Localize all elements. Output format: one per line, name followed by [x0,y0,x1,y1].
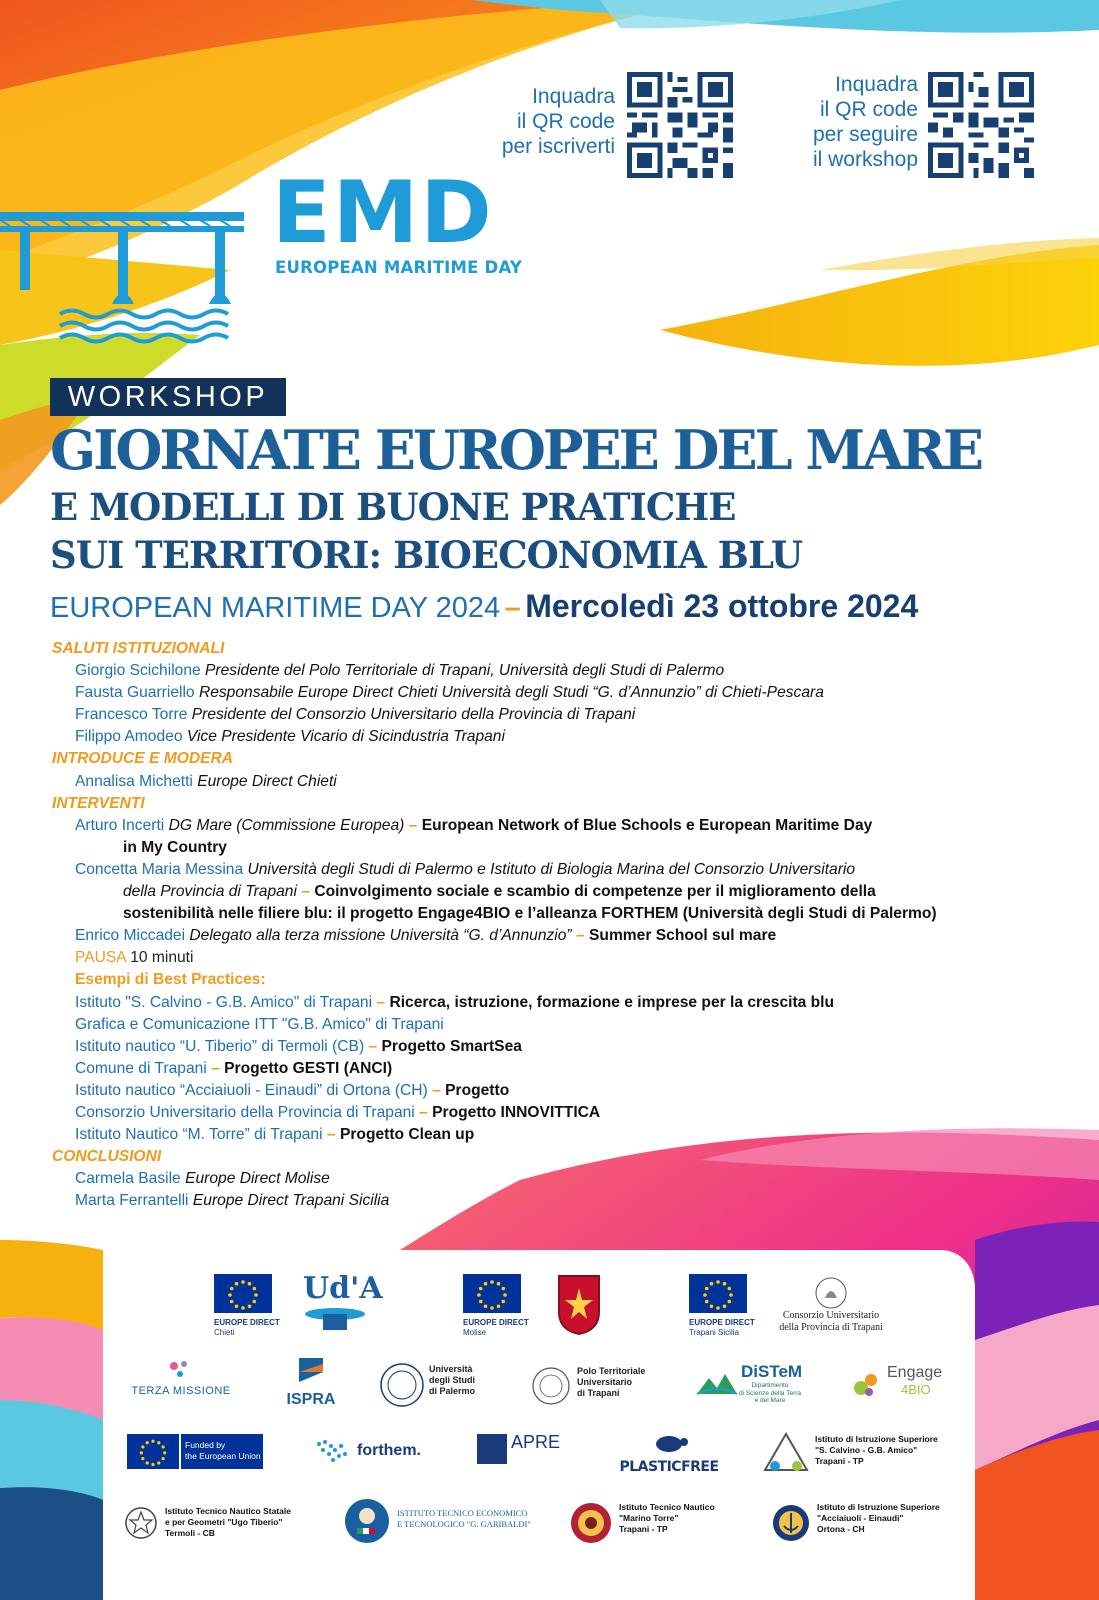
qr-follow-line: per seguire [812,123,918,146]
logo-caption: forthem. [357,1442,421,1459]
logo-caption: Istituto di Istruzione Superiore [815,1434,938,1444]
date-separator: – [504,592,521,624]
section-modera: INTRODUCE E MODERA [52,750,234,768]
qr-follow-line: Inquadra [835,73,918,96]
logo-caption: e del Mare [754,1397,786,1404]
logo-caption: EUROPE DIRECT [463,1318,529,1327]
list-item [52,660,1052,682]
speaker-role: Europe Direct Trapani Sicilia [192,1192,390,1210]
logo-caption: Polo Territoriale [577,1366,646,1376]
talk-topic: European Network of Blue Schools e European Maritime Day [421,816,873,834]
list-item [52,726,1052,748]
logo-caption: della Provincia di Trapani [779,1322,883,1333]
project-name: Progetto INNOVITTICA [432,1103,601,1121]
logo-caption: Istituto Tecnico Nautico Statale [165,1506,291,1516]
separator: – [211,1059,220,1077]
speaker-role: Vice Presidente Vicario di Sicindustria Trapani [186,728,505,746]
logo-caption: Università [429,1364,473,1374]
institute-name: Grafica e Comunicazione ITT "G.B. Amico" di Trapani [75,1015,444,1033]
list-item [52,1080,1052,1102]
list-item [52,1058,1052,1080]
project-name: Progetto [445,1081,510,1099]
qr-follow-text [790,72,918,172]
logo-caption: Trapani - TP [815,1456,864,1466]
logo-caption: Istituto Tecnico Nautico [619,1502,715,1512]
logo-caption: di Scienze della Terra [738,1389,802,1397]
talk-topic: Coinvolgimento sociale e scambio di competenze per il miglioramento della [314,883,876,901]
list-item-continuation [52,903,1052,925]
section-interventi: INTERVENTI [52,794,145,812]
eu-flag-icon [689,1274,747,1313]
funded-by-eu-logo [127,1434,267,1470]
event-name: EUROPEAN MARITIME DAY 2024 [50,592,501,624]
logo-caption: "Acciaiuoli - Einaudi" [817,1513,904,1523]
qr-code-register-icon[interactable] [627,72,733,178]
acciaiuoli-crest-icon [771,1502,811,1544]
section-saluti: SALUTI ISTITUZIONALI [52,640,225,657]
speaker-role: Presidente del Polo Territoriale di Trapani, Università degli Studi di Palermo [205,662,725,680]
speaker-name: Francesco Torre [75,706,188,724]
separator: – [326,1126,336,1144]
ispra-logo [283,1354,339,1409]
institute-name: Consorzio Universitario della Provincia di Trapani [75,1103,415,1121]
logo-caption: e per Geometri "Ugo Tiberio" [165,1517,283,1527]
calvino-crest-icon [761,1430,811,1474]
logo-caption: Molise [463,1328,487,1337]
speaker-role: DG Mare (Commissione Europea) [168,816,405,834]
event-date-line [50,588,918,625]
europe-direct-chieti-logo [214,1274,280,1338]
talk-topic: Summer School sul mare [589,927,777,945]
eu-flag-icon [127,1434,179,1469]
logo-caption: TERZA MISSIONE [131,1385,231,1397]
list-item [52,771,1052,793]
apre-square-icon [477,1434,507,1464]
logo-caption: di Trapani [577,1388,620,1398]
logo-caption: "S. Calvino - G.B. Amico" [815,1445,918,1455]
project-name: Progetto Clean up [339,1126,475,1144]
logo-caption: "Marino Torre" [619,1513,679,1523]
qr-code-follow-icon[interactable] [928,72,1034,178]
speaker-name: Concetta Maria Messina [75,860,244,878]
logo-caption: Termoli - CB [165,1528,215,1538]
list-item [52,1168,1052,1190]
engage-leaf-icon [851,1370,881,1400]
unipa-seal-icon [379,1362,425,1408]
institute-name: Istituto nautico “U. Tiberio” di Termoli (CB) [75,1037,365,1055]
institute-name: Istituto nautico “Acciaiuoli - Einaudi” di Ortona (CH) [75,1081,428,1099]
speaker-name: Carmela Basile [75,1170,181,1188]
qr-register-line: il QR code [516,110,615,133]
logo-caption: Trapani Sicilia [689,1328,739,1337]
pier-logo-icon [0,212,244,352]
list-item [52,992,1052,1014]
eu-flag-icon [214,1274,272,1313]
logo-caption: ISTITUTO TECNICO ECONOMICO [397,1508,528,1518]
separator: – [419,1103,428,1121]
logo-caption: Istituto di Istruzione Superiore [817,1502,940,1512]
speaker-role: Europe Direct Chieti [197,772,337,790]
separator: – [432,1081,441,1099]
logo-caption: Ortona - CH [817,1524,865,1534]
event-date: Mercoledì 23 ottobre 2024 [525,588,919,624]
qr-register-line: Inquadra [532,85,615,108]
qr-follow-line: il QR code [819,98,918,121]
program [52,638,1052,1212]
talk-topic: sostenibilità nelle filiere blu: il progetto Engage4BIO e l’alleanza FORTHEM (Università degli Studi di Palermo) [123,905,937,923]
separator: – [408,816,418,834]
logo-caption: the European Union [185,1451,261,1461]
plasticfree-logo [619,1432,719,1475]
section-best-practices: Esempi di Best Practices: [75,971,266,989]
section-conclusioni: CONCLUSIONI [52,1148,162,1166]
terza-dots-icon [166,1358,196,1380]
partner-logos-panel [103,1250,975,1600]
talk-topic: in My Country [123,838,227,856]
uda-mark: Ud'A [303,1271,383,1306]
logo-caption: EUROPE DIRECT [214,1318,280,1327]
logo-caption: DiSTeM [741,1362,803,1381]
institute-name: Comune di Trapani [75,1059,207,1077]
eu-flag-icon [463,1274,521,1313]
garibaldi-portrait-icon [343,1494,391,1548]
speaker-role: Europe Direct Molise [185,1170,330,1188]
pause-item [52,947,1052,969]
project-name: Progetto GESTI (ANCI) [224,1059,393,1077]
separator: – [376,993,386,1011]
list-item [52,859,1052,881]
logo-caption: EUROPE DIRECT [689,1318,755,1327]
logo-caption: Consorzio Universitario [782,1310,880,1321]
logo-caption: Trapani - TP [619,1524,668,1534]
list-item-continuation [52,837,1052,859]
logo-caption: Chieti [214,1328,235,1337]
logo-caption: ISPRA [286,1391,336,1408]
consorzio-seal-icon [811,1276,851,1310]
list-item [52,1102,1052,1124]
subtitle-line-2: SUI TERRITORI: BIOECONOMIA BLU [50,533,803,577]
speaker-name: Marta Ferrantelli [75,1192,189,1210]
logo-caption: Engage [887,1364,943,1381]
logo-caption: Dipartimento [751,1382,789,1389]
emd-acronym: EMD [272,163,494,263]
speaker-role: Delegato alla terza missione Università “G. d’Annunzio” [189,927,572,945]
speaker-role: della Provincia di Trapani [123,883,297,901]
logo-caption: 4BIO [901,1382,931,1397]
institute-name: Istituto Nautico “M. Torre” di Trapani [75,1126,323,1144]
list-item [52,1014,1052,1036]
speaker-name: Arturo Incerti [75,816,165,834]
list-item [52,1190,1052,1212]
list-item [52,1124,1052,1146]
speaker-role: Università degli Studi di Palermo e Istituto di Biologia Marina del Consorzio Universitario [247,860,856,878]
speaker-name: Enrico Miccadei [75,927,186,945]
speaker-role: Presidente del Consorzio Universitario della Provincia di Trapani [191,706,636,724]
torre-crest-icon [569,1500,613,1546]
logo-caption: E TECNOLOGICO "G. GARIBALDI" [397,1519,531,1529]
qr-register-text [470,84,615,159]
separator: – [575,927,585,945]
logo-caption: Funded by [185,1440,226,1450]
uda-logo [303,1272,383,1337]
separator: – [368,1037,378,1055]
list-item [52,682,1052,704]
uda-base-icon [303,1306,367,1332]
speaker-name: Fausta Guarriello [75,684,195,702]
qr-register-line: per iscriverti [501,135,615,158]
turtle-icon [649,1432,689,1454]
subtitle-line-1: E MODELLI DI BUONE PRATICHE [50,485,736,529]
logo-caption: PLASTICFREE [619,1459,719,1475]
list-item [52,925,1052,947]
speaker-name: Giorgio Scichilone [75,662,201,680]
speaker-role: Responsabile Europe Direct Chieti Università degli Studi “G. d’Annunzio” di Chieti-Pescara [198,684,824,702]
project-name: Ricerca, istruzione, formazione e imprese per la crescita blu [389,993,835,1011]
separator: – [301,883,310,901]
forthem-map-icon [311,1434,355,1472]
list-item [52,815,1052,837]
logo-caption: APRE [511,1432,561,1452]
crest-logo-icon [555,1274,603,1336]
list-item-continuation [52,881,1052,903]
consorzio-logo [771,1276,891,1334]
europe-direct-trapani-logo [689,1274,755,1338]
pause-duration: 10 minuti [130,949,194,967]
qr-follow-line: il workshop [812,148,918,171]
logo-caption: Universitario [577,1377,633,1387]
speaker-name: Annalisa Michetti [75,772,193,790]
logo-caption: di Palermo [429,1386,476,1396]
list-item [52,704,1052,726]
speaker-name: Filippo Amodeo [75,728,183,746]
terza-missione-logo [129,1358,233,1397]
ispra-mark-icon [291,1354,331,1386]
workshop-badge: WORKSHOP [50,378,286,416]
pause-label: PAUSA [75,949,126,967]
europe-direct-molise-logo [463,1274,529,1338]
italy-emblem-icon [123,1504,159,1542]
polo-seal-icon [531,1366,571,1406]
list-item [52,1036,1052,1058]
logo-caption: degli Studi [429,1375,475,1385]
institute-name: Istituto "S. Calvino - G.B. Amico" di Trapani [75,993,373,1011]
emd-name: EUROPEAN MARITIME DAY [275,258,522,277]
project-name: Progetto SmartSea [381,1037,522,1055]
page-title: GIORNATE EUROPEE DEL MARE [50,418,982,482]
